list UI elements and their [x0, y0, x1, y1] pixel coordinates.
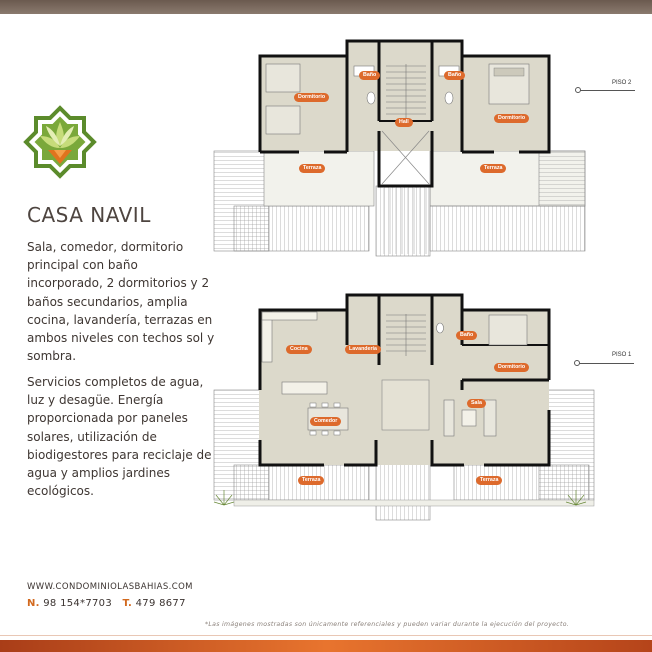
room-label-dormitorio: Dormitorio: [494, 363, 529, 372]
tel-number: 479 8677: [135, 598, 186, 609]
room-label-sala: Sala: [467, 399, 486, 408]
footer-bar: [0, 640, 652, 652]
phone-number: 98 154*7703: [43, 598, 113, 609]
contact-phones: [27, 598, 186, 609]
floor-plan-2: [204, 36, 644, 261]
room-label-hall: Hall: [395, 118, 413, 127]
room-label-bano-left: Baño: [359, 71, 380, 80]
room-label-dormitorio-left: Dormitorio: [294, 93, 329, 102]
room-label-terraza-left: Terraza: [298, 476, 324, 485]
room-label-bano: Baño: [456, 331, 477, 340]
tel-key: T.: [122, 598, 133, 609]
floor-1-leader-dot: [574, 360, 580, 366]
description-services: Servicios completos de agua, luz y desagüe. Energía proporcionada por paneles solares, utilización de biodigestores para reciclaje de agua y amplios jardines ecológicos.: [27, 375, 212, 499]
floor-plan-2-drawing: [204, 36, 644, 261]
footer-divider: [0, 635, 652, 636]
phone-key: N.: [27, 598, 40, 609]
floor-1-leader: [578, 363, 634, 364]
disclaimer: *Las imágenes mostradas son únicamente referenciales y pueden variar durante la ejecución del proyecto.: [205, 621, 570, 628]
website-link[interactable]: WWW.CONDOMINIOLASBAHIAS.COM: [27, 582, 193, 592]
logo-icon: [22, 102, 98, 182]
room-label-lavanderia: Lavandería: [345, 345, 381, 354]
page-title: CASA NAVIL: [27, 203, 151, 227]
top-bar: [0, 0, 652, 14]
room-label-comedor: Comedor: [310, 417, 341, 426]
room-label-terraza-left: Terraza: [299, 164, 325, 173]
room-label-dormitorio-right: Dormitorio: [494, 114, 529, 123]
description-rooms: Sala, comedor, dormitorio principal con baño incorporado, 2 dormitorios y 2 baños secundarios, amplia cocina, lavandería, terrazas en ambos niveles con techos sol y sombra.: [27, 240, 215, 364]
room-label-terraza-right: Terraza: [480, 164, 506, 173]
room-label-cocina: Cocina: [286, 345, 312, 354]
floor-plan-1-drawing: [204, 290, 644, 530]
floor-2-leader: [579, 90, 635, 91]
floor-plan-1: [204, 290, 644, 530]
room-label-bano-right: Baño: [444, 71, 465, 80]
floor-1-tag: PISO 1: [612, 352, 632, 358]
floor-2-tag: PISO 2: [612, 80, 632, 86]
room-label-terraza-right: Terraza: [476, 476, 502, 485]
floor-2-leader-dot: [575, 87, 581, 93]
